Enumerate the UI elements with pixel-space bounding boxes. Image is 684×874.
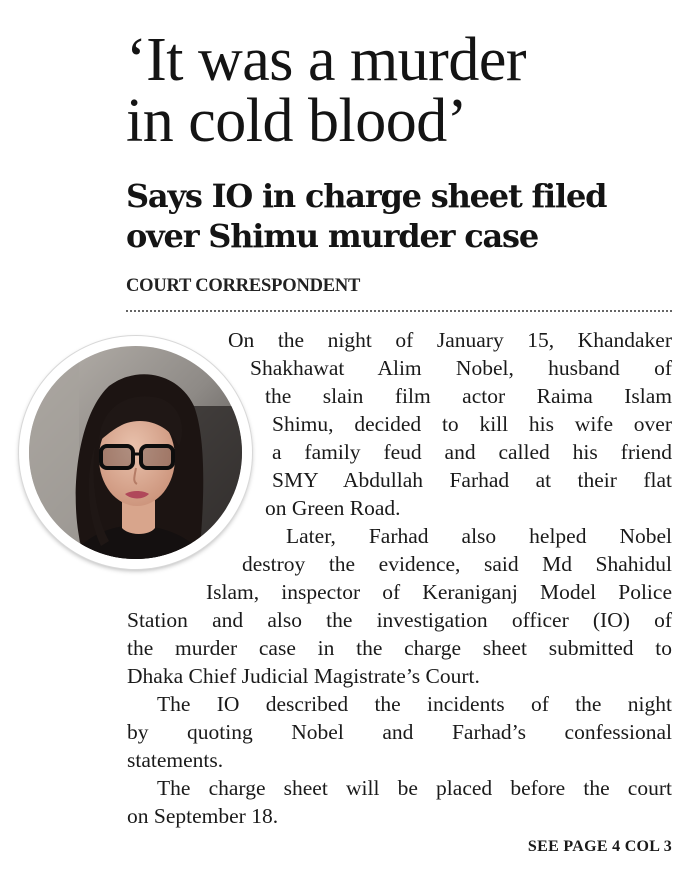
article-line: by quoting Nobel and Farhad’s confessional (127, 720, 672, 744)
dotted-divider (126, 310, 672, 312)
byline: COURT CORRESPONDENT (126, 276, 361, 296)
subheadline-line: over Shimu murder case (126, 217, 539, 255)
article-line: a family feud and called his friend (272, 440, 672, 464)
article-line: On the night of January 15, Khandaker (228, 328, 672, 352)
article-line: statements. (127, 748, 224, 772)
article-line: Station and also the investigation officer (IO) of (127, 608, 672, 632)
article-line: on Green Road. (265, 496, 401, 520)
article-line: on September 18. (127, 804, 279, 828)
article-line: the murder case in the charge sheet submitted to (127, 636, 672, 660)
article-line: the slain film actor Raima Islam (265, 384, 672, 408)
article-line: The charge sheet will be placed before the court (157, 776, 672, 800)
article-line: destroy the evidence, said Md Shahidul (242, 552, 672, 576)
article-line: Dhaka Chief Judicial Magistrate’s Court. (127, 664, 480, 688)
article-line: Shakhawat Alim Nobel, husband of (250, 356, 672, 380)
article-line: SMY Abdullah Farhad at their flat (272, 468, 672, 492)
article-line: Later, Farhad also helped Nobel (286, 524, 672, 548)
headline-line: in cold blood’ (126, 87, 467, 155)
subheadline (126, 176, 676, 256)
subheadline-line: Says IO in charge sheet filed (126, 177, 607, 215)
headline-line: ‘It was a murder (126, 26, 526, 94)
article-line: Shimu, decided to kill his wife over (272, 412, 672, 436)
headline (126, 26, 666, 155)
article-line: The IO described the incidents of the night (157, 692, 672, 716)
continuation-jump: SEE PAGE 4 COL 3 (527, 838, 672, 855)
article-body (0, 326, 672, 830)
article-line: Islam, inspector of Keraniganj Model Police (206, 580, 672, 604)
